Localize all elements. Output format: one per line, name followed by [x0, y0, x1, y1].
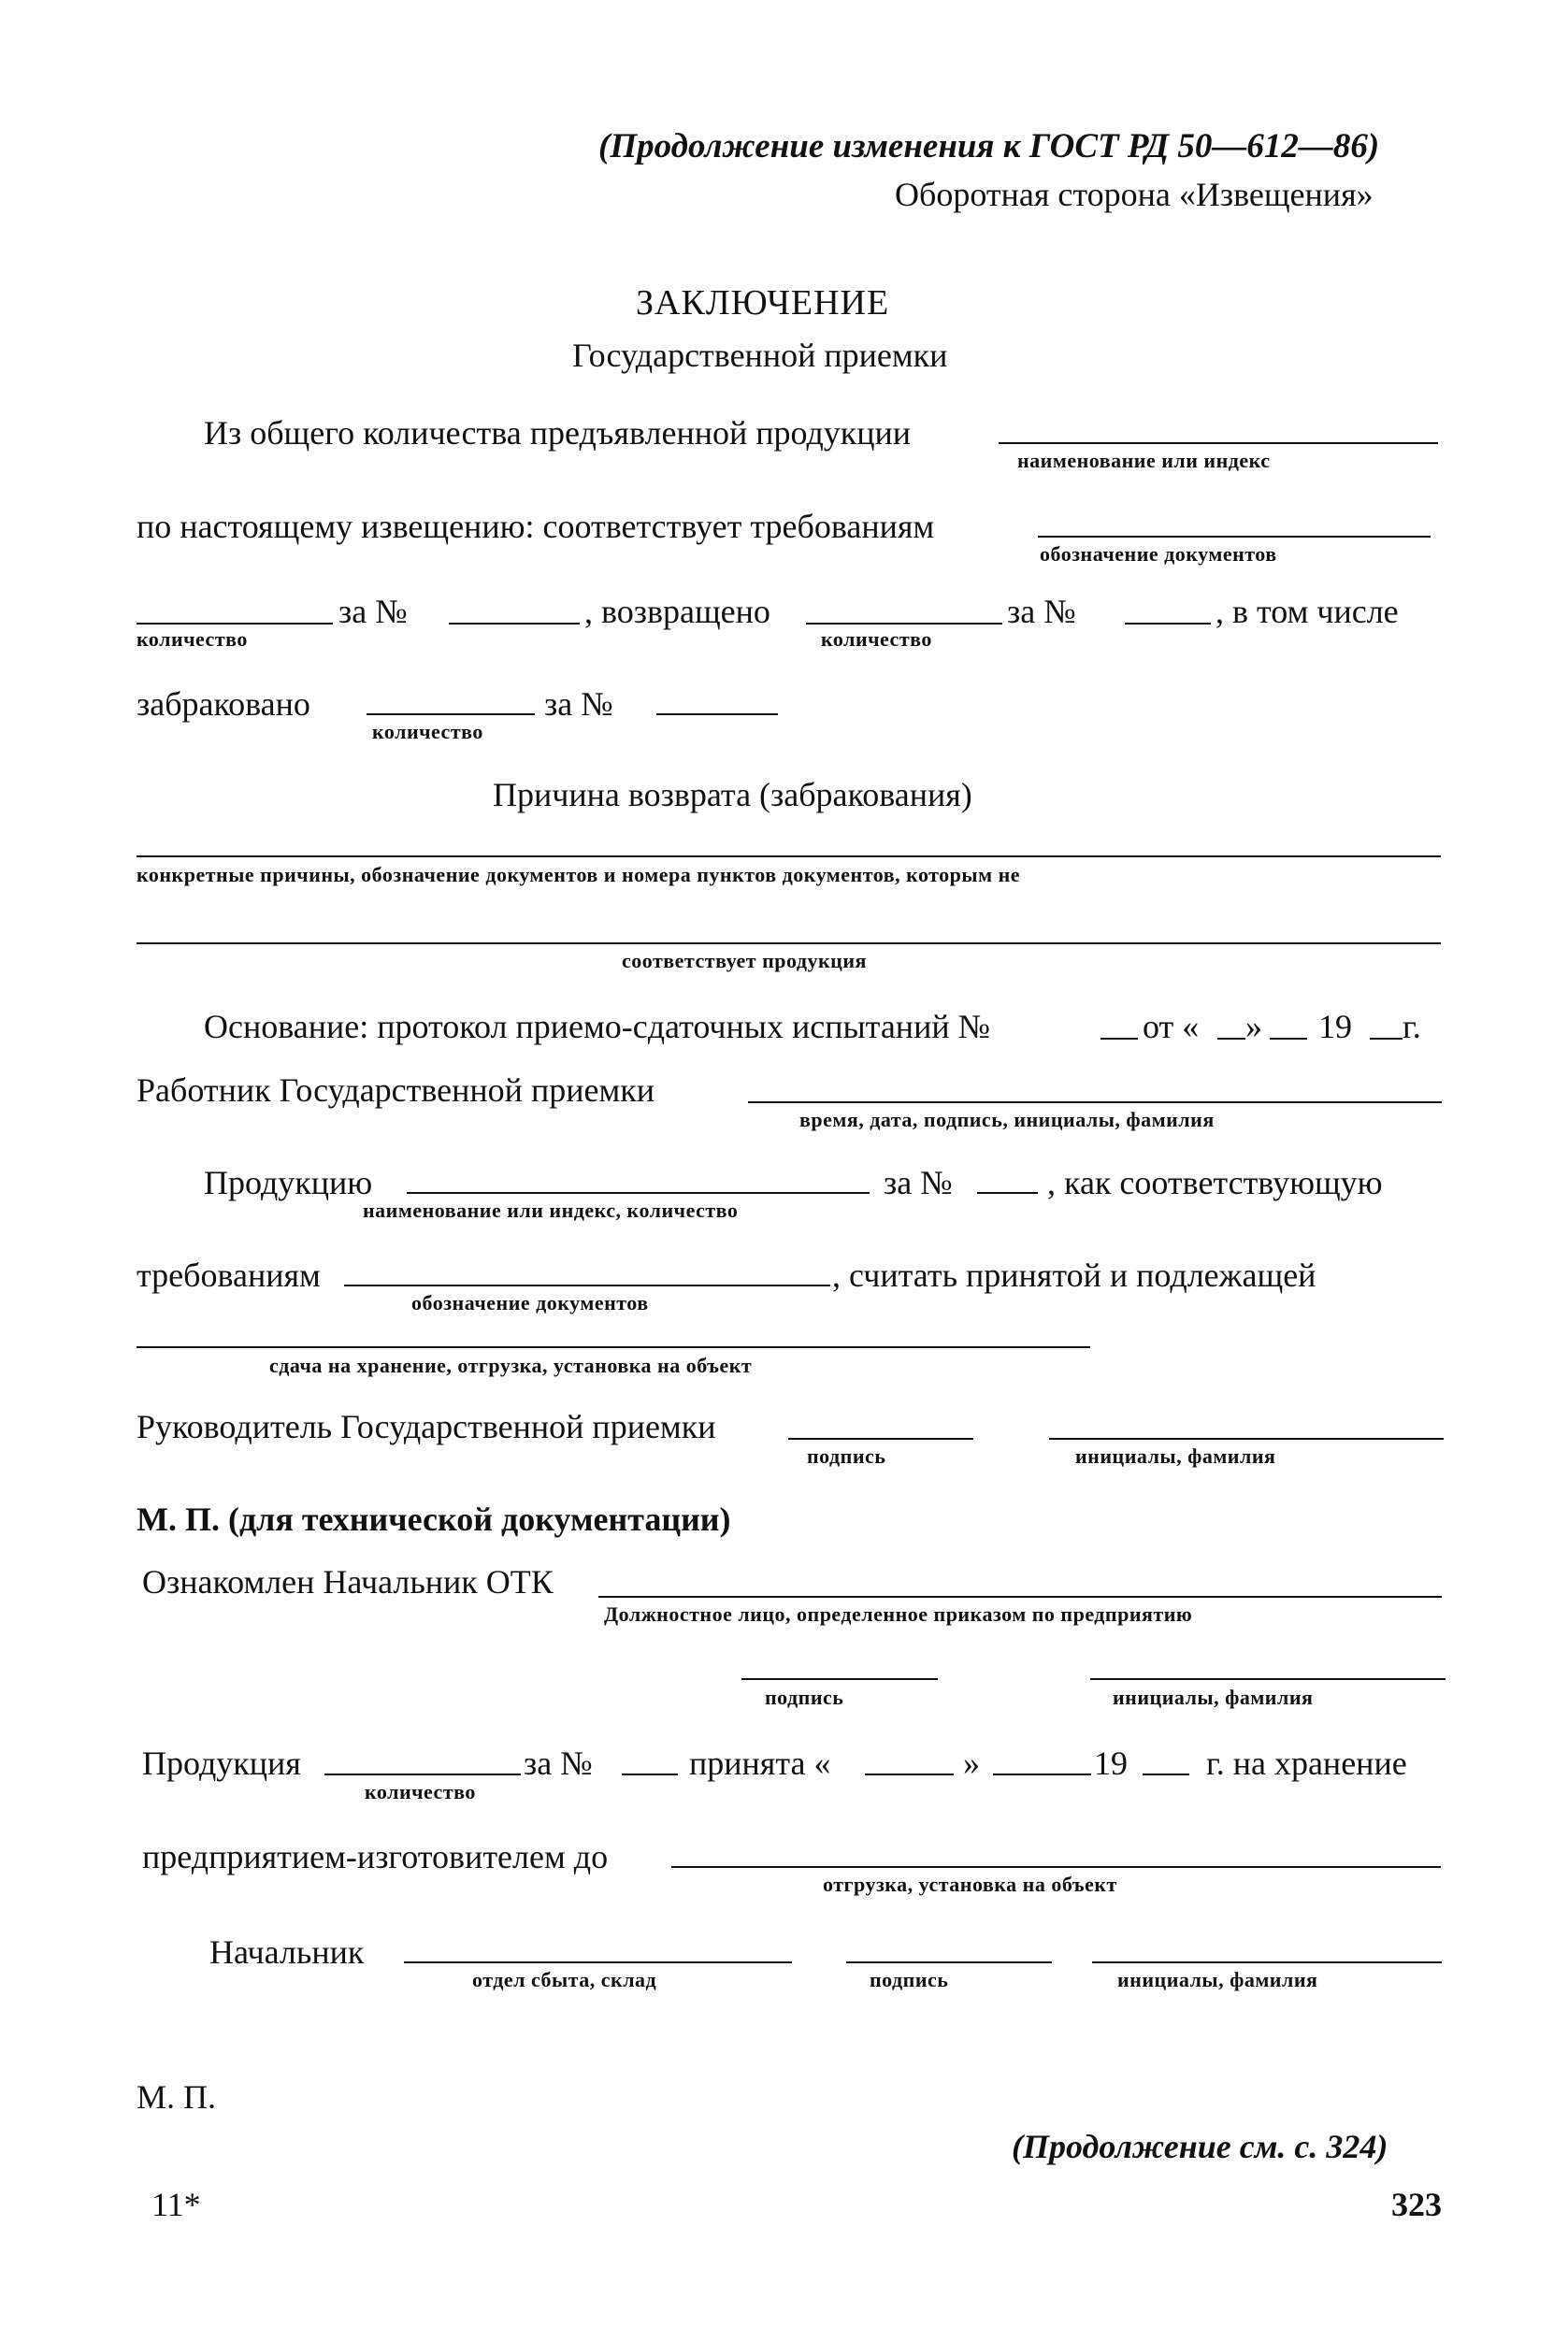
protocol-day-field[interactable] — [1217, 1038, 1245, 1040]
requirements-field[interactable] — [344, 1285, 830, 1286]
documents-field[interactable] — [1038, 536, 1431, 538]
product2-storage-label: г. на хранение — [1206, 1745, 1407, 1782]
otk-signature-caption: подпись — [765, 1686, 844, 1709]
reason-heading: Причина возврата (забракования) — [493, 776, 972, 813]
consider-label: , считать принятой и подлежащей — [832, 1257, 1316, 1294]
product-name-caption: наименование или индекс — [1017, 449, 1271, 472]
product2-label: Продукция — [142, 1745, 301, 1782]
stamp-place: М. П. — [137, 2078, 217, 2116]
number-label-2: за № — [1007, 593, 1076, 630]
storage-caption: сдача на хранение, отгрузка, установка на объект — [269, 1354, 753, 1377]
reverse-side-label: Оборотная сторона «Извещения» — [895, 176, 1374, 213]
page-number: 323 — [1391, 2186, 1442, 2223]
basis-century-label: 19 — [1318, 1008, 1352, 1045]
head-text: Руководитель Государственной приемки — [137, 1408, 716, 1445]
product2-quantity-field[interactable] — [324, 1774, 521, 1775]
worker-signature-field[interactable] — [748, 1101, 1442, 1103]
chief-department-caption: отдел сбыта, склад — [472, 1968, 657, 1991]
otk-text: Ознакомлен Начальник ОТК — [142, 1563, 554, 1601]
reason-field-1[interactable] — [137, 855, 1441, 857]
quantity-field-1[interactable] — [137, 623, 333, 625]
protocol-month-field[interactable] — [1270, 1038, 1307, 1040]
product2-accepted-label: принята « — [689, 1745, 831, 1782]
basis-text: Основание: протокол приемо-сдаточных испытаний № — [204, 1008, 990, 1045]
product2-month-field[interactable] — [993, 1774, 1091, 1775]
line1-text: Из общего количества предъявленной продукции — [204, 414, 912, 452]
storage-field[interactable] — [137, 1346, 1090, 1348]
product-field[interactable] — [407, 1192, 870, 1194]
product-caption: наименование или индекс, количество — [363, 1199, 739, 1222]
chief-label: Начальник — [209, 1933, 365, 1971]
protocol-number-field[interactable] — [1100, 1038, 1138, 1040]
head-name-caption: инициалы, фамилия — [1075, 1444, 1276, 1468]
product2-number-field[interactable] — [622, 1774, 678, 1775]
quantity-caption-2: количество — [821, 627, 932, 651]
requirements-label: требованиям — [137, 1257, 321, 1294]
rejected-number-field[interactable] — [656, 713, 778, 715]
otk-name-caption: инициалы, фамилия — [1113, 1686, 1314, 1709]
otk-official-field[interactable] — [598, 1596, 1442, 1598]
maker-field[interactable] — [671, 1866, 1441, 1868]
otk-caption: Должностное лицо, определенное приказом по предприятию — [604, 1602, 1193, 1626]
chief-name-field[interactable] — [1092, 1961, 1442, 1963]
product-label: Продукцию — [204, 1164, 373, 1201]
chief-name-caption: инициалы, фамилия — [1117, 1968, 1318, 1991]
product-as-label: , как соответствующую — [1047, 1164, 1383, 1201]
basis-year-label: г. — [1403, 1008, 1421, 1045]
rejected-quantity-caption: количество — [372, 720, 483, 743]
quantity-field-2[interactable] — [806, 623, 1002, 625]
reason-caption-2: соответствует продукция — [622, 949, 867, 972]
rejected-quantity-field[interactable] — [367, 713, 535, 715]
worker-caption: время, дата, подпись, инициалы, фамилия — [799, 1108, 1215, 1131]
product-number-field[interactable] — [977, 1192, 1038, 1194]
head-signature-caption: подпись — [807, 1444, 886, 1468]
otk-signature-field[interactable] — [741, 1678, 938, 1680]
documents-caption: обозначение документов — [1040, 542, 1277, 566]
basis-close-quote: » — [1245, 1008, 1262, 1045]
rejected-number-label: за № — [544, 685, 613, 723]
product2-close-quote: » — [963, 1745, 980, 1782]
continuation-footer: (Продолжение см. с. 324) — [1012, 2128, 1388, 2165]
number-field-1[interactable] — [449, 623, 580, 625]
product2-century-label: 19 — [1094, 1745, 1128, 1782]
maker-text: предприятием-изготовителем до — [142, 1838, 609, 1875]
including-label: , в том числе — [1216, 593, 1399, 630]
product2-year-field[interactable] — [1143, 1774, 1189, 1775]
reason-field-2[interactable] — [137, 942, 1441, 944]
maker-caption: отгрузка, установка на объект — [823, 1873, 1117, 1896]
requirements-caption: обозначение документов — [411, 1291, 649, 1314]
document-title: ЗАКЛЮЧЕНИЕ — [636, 283, 890, 323]
otk-name-field[interactable] — [1090, 1678, 1446, 1680]
stamp-technical-docs: М. П. (для технической документации) — [137, 1501, 731, 1538]
chief-signature-field[interactable] — [846, 1961, 1052, 1963]
reason-caption-1: конкретные причины, обозначение документов и номера пунктов документов, которым не — [137, 863, 1021, 886]
product-name-field[interactable] — [999, 442, 1438, 444]
protocol-year-field[interactable] — [1370, 1038, 1403, 1040]
chief-signature-caption: подпись — [870, 1968, 949, 1991]
document-subtitle: Государственной приемки — [572, 337, 948, 374]
signature-mark: 11* — [151, 2186, 201, 2223]
head-signature-field[interactable] — [788, 1438, 973, 1440]
returned-label: , возвращено — [584, 593, 770, 630]
product2-day-field[interactable] — [865, 1774, 954, 1775]
product-number-label: за № — [884, 1164, 953, 1201]
chief-department-field[interactable] — [404, 1961, 792, 1963]
continuation-header: (Продолжение изменения к ГОСТ РД 50—612—86) — [598, 127, 1380, 165]
worker-text: Работник Государственной приемки — [137, 1071, 655, 1109]
product2-number-label: за № — [524, 1745, 593, 1782]
line2-text: по настоящему извещению: соответствует требованиям — [137, 508, 935, 545]
product2-quantity-caption: количество — [365, 1780, 476, 1803]
number-field-2[interactable] — [1125, 623, 1211, 625]
rejected-label: забраковано — [137, 685, 310, 723]
quantity-caption-1: количество — [137, 627, 248, 651]
head-name-field[interactable] — [1049, 1438, 1444, 1440]
number-label-1: за № — [338, 593, 408, 630]
basis-from-label: от « — [1143, 1008, 1200, 1045]
